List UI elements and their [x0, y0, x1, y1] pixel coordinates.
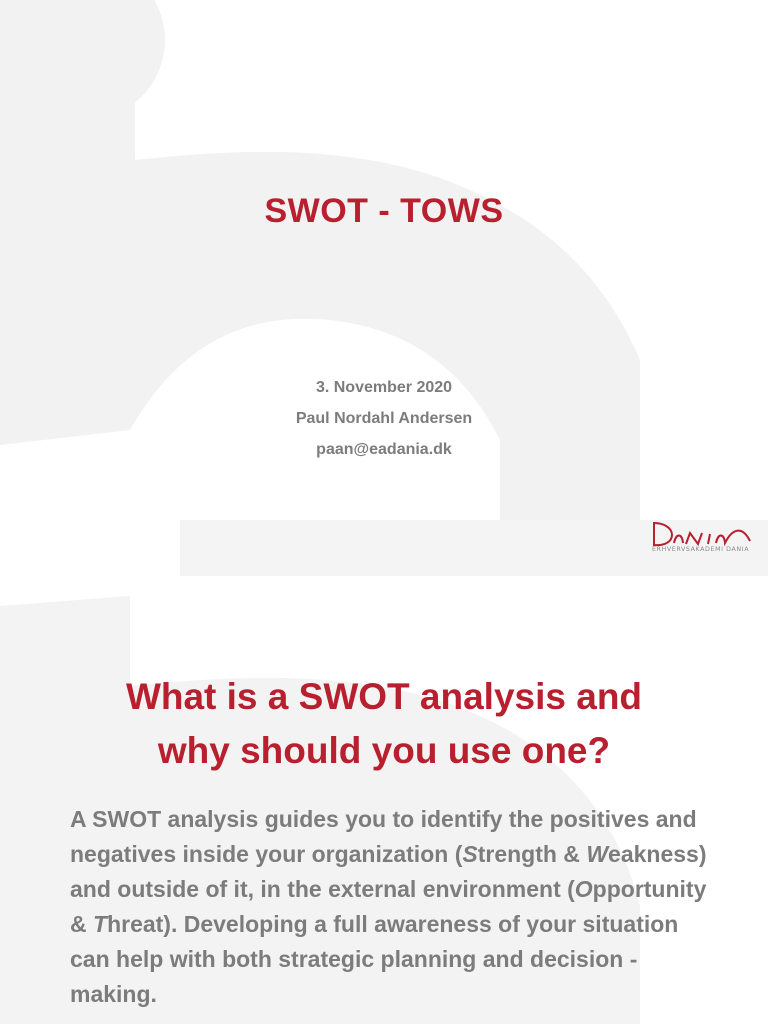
- author-email: paan@eadania.dk: [316, 441, 452, 458]
- body-italic-letter: O: [574, 876, 593, 902]
- body-italic-letter: T: [93, 911, 108, 937]
- body-italic-letter: W: [586, 841, 609, 867]
- slide-title: SWOT - TOWS: [264, 192, 504, 230]
- body-text-part: pportunity &: [70, 876, 707, 937]
- author-name: Paul Nordahl Andersen: [295, 410, 473, 427]
- logo-tagline: ERHVERVSAKADEMI DANIA: [652, 546, 750, 553]
- dania-logo: [650, 519, 755, 559]
- body-text-part: eakness) and outside of it, in the external environment (: [70, 841, 707, 902]
- content-title: [0, 670, 768, 778]
- presentation-date: 3. November 2020: [315, 379, 453, 396]
- content-body: [70, 802, 720, 1012]
- content-slide: [0, 576, 768, 1024]
- body-text-part: A SWOT analysis guides you to identify the positives and negatives inside your organization (: [70, 806, 697, 867]
- presentation-meta: [0, 372, 768, 465]
- content-title-line-1: What is a SWOT analysis and: [125, 676, 643, 717]
- body-italic-letter: S: [462, 841, 478, 867]
- body-text-part: trength &: [477, 841, 587, 867]
- content-title-line-2: why should you use one?: [157, 730, 611, 771]
- body-text-part: hreat). Developing a full awareness of your situation can help with both strategic planning and decision -making.: [70, 911, 679, 1007]
